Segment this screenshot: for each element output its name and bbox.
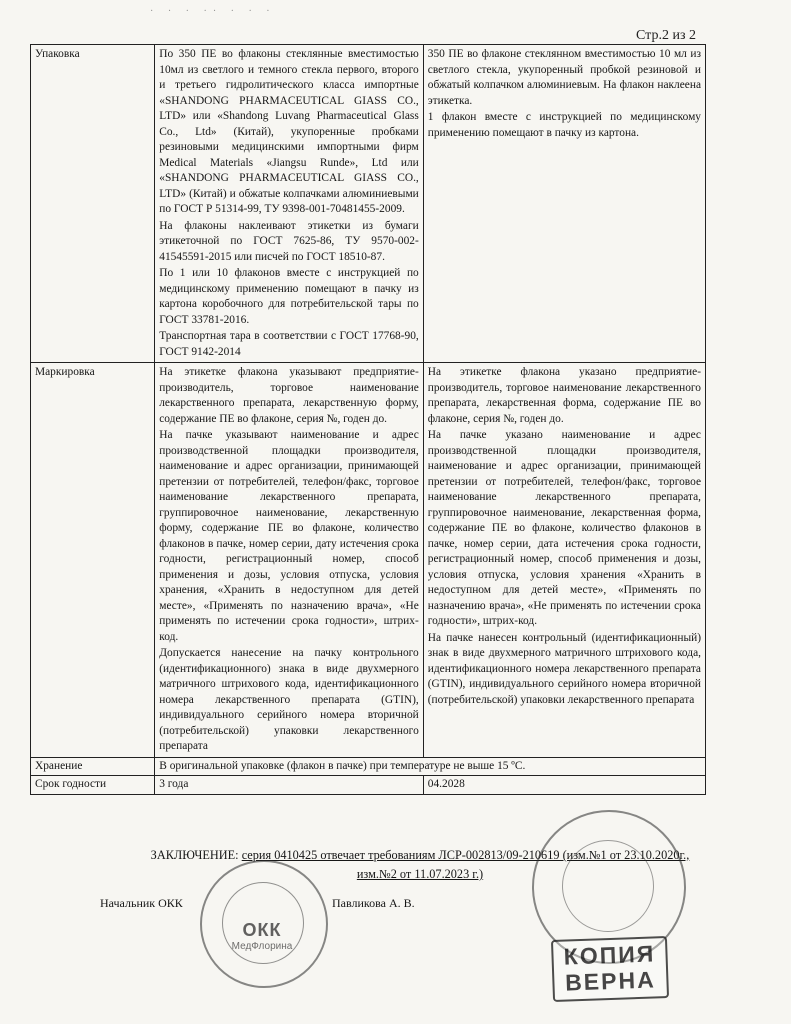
packaging-label: Упаковка bbox=[31, 45, 155, 363]
row-marking bbox=[31, 363, 706, 758]
row-shelf-life bbox=[31, 776, 706, 795]
okk-stamp-sublabel: МедФлорина bbox=[231, 941, 293, 952]
marking-fact bbox=[423, 363, 705, 758]
copy-stamp-line2: ВЕРНА bbox=[564, 966, 657, 996]
storage-label: Хранение bbox=[31, 757, 155, 776]
marking-fact-p2: На пачке указано наименование и адрес производственной площадки производителя, наименование и адрес организации, принимающей претензии от потребителей, телефон/факс, торговое наименование лекарственного препарата, группировочное наименование, лекарственная форма, содержание ПЕ во флаконе, количество флаконов в пачке, номер серии, дата истечения срока годности, регистрационный номер, способ применения и дозы, условия отпуска, условия хранения «Хранить в недоступном для детей месте», «Применять по назначению врача», «Не применять по истечении срока годности», штрих-код. bbox=[427, 429, 701, 627]
marking-spec-p3: Допускается нанесение на пачку контрольного (идентификационного) знака в виде двухмерного матричного штрихового кода, идентификационного номера лекарственного препарата (GTIN), индивидуального серийного номера вторичной (потребительской) упаковки лекарственного препарата bbox=[159, 647, 419, 752]
storage-value: В оригинальной упаковке (флакон в пачке) при температуре не выше 15 ºС. bbox=[155, 757, 706, 776]
scan-specks: · · · ·· · · · bbox=[150, 6, 276, 17]
row-storage bbox=[31, 757, 706, 776]
signature-title: Начальник ОКК bbox=[100, 896, 183, 910]
copy-certified-stamp bbox=[551, 936, 669, 1002]
spec-table bbox=[30, 44, 706, 795]
packaging-fact-p1: 350 ПЕ во флаконе стеклянном вместимостью 10 мл из светлого стекла, укупоренный пробкой резиновой и обжатый колпачком алюминиевым. На флакон наклеена этикетка. bbox=[427, 48, 701, 107]
packaging-spec bbox=[155, 45, 424, 363]
packaging-fact-p2: 1 флакон вместе с инструкцией по медицинскому применению помещают в пачку из картона. bbox=[427, 111, 701, 139]
row-packaging bbox=[31, 45, 706, 363]
conclusion-prefix: ЗАКЛЮЧЕНИЕ: bbox=[150, 848, 242, 862]
organization-seal-inner-ring bbox=[562, 840, 654, 932]
marking-label: Маркировка bbox=[31, 363, 155, 758]
page-number: Стр.2 из 2 bbox=[636, 28, 696, 43]
okk-stamp-label: ОКК bbox=[242, 920, 282, 940]
shelf-life-fact: 04.2028 bbox=[423, 776, 705, 795]
packaging-spec-p3: По 1 или 10 флаконов вместе с инструкцией по медицинскому применению помещают в пачку из картона коробочного для потребительской тары по ГОСТ 33781-2016. bbox=[159, 267, 419, 326]
packaging-spec-p2: На флаконы наклеивают этикетки из бумаги этикеточной по ГОСТ 7625-86, ТУ 9570-002-41545591-2015 или писчей по ГОСТ 18510-87. bbox=[159, 219, 419, 263]
packaging-spec-p1: По 350 ПЕ во флаконы стеклянные вместимостью 10мл из светлого и темного стекла первого, второго и третьего гидролитического класса импортные «SHANDONG PHARMACEUTICAL GIASS CO., LTD» или «Shandong Luvang Pharmaceutical Glass Co., Ltd» (Китай), укупоренные пробками резиновыми медицинскими импортными фирм Medical Materials «Jiangsu Runde», Ltd или «SHANDONG PHARMACEUTICAL GIASS CO., LTD» (Китай) и обжатые колпачками алюминиевыми по ГОСТ Р 51314-99, ТУ 9398-001-70481455-2009. bbox=[159, 48, 419, 215]
signature-name: Павликова А. В. bbox=[332, 896, 415, 910]
packaging-spec-p4: Транспортная тара в соответствии с ГОСТ 17768-90, ГОСТ 9142-2014 bbox=[159, 330, 419, 358]
conclusion-line1: серия 0410425 отвечает требованиям ЛСР-002813/09-210619 (изм.№1 от 23.10.2020г., bbox=[241, 848, 690, 862]
marking-spec-p2: На пачке указывают наименование и адрес производственной площадки производителя, наименование и адрес организации, принимающей претензии от потребителей, телефон/факс, торговое наименование лекарственного препарата, группировочное наименование, лекарственную форму, содержание ПЕ во флаконе, количество флаконов в пачке, номер серии, дату истечения срока годности, регистрационный номер, способ применения и дозы, условия отпуска, условия хранения, «Хранить в недоступном для детей месте», «Применять по назначению врача», «Не применять по истечении срока годности», штрих-код. bbox=[159, 429, 419, 643]
shelf-life-spec: 3 года bbox=[155, 776, 424, 795]
marking-fact-p3: На пачке нанесен контрольный (идентификационный) знак в виде двухмерного матричного штрихового кода, идентификационного номера лекарственного препарата (GTIN), индивидуального серийного номера вторичной (потребительской) упаковки лекарственного препарата bbox=[427, 631, 701, 706]
copy-stamp-line1: КОПИЯ bbox=[563, 940, 656, 970]
packaging-fact bbox=[423, 45, 705, 363]
marking-fact-p1: На этикетке флакона указано предприятие-производитель, торговое наименование лекарственного препарата, лекарственная форма, содержание ПЕ во флаконе, серия №, годен до. bbox=[427, 366, 701, 425]
conclusion-line2: изм.№2 от 11.07.2023 г.) bbox=[356, 867, 484, 881]
marking-spec-p1: На этикетке флакона указывают предприятие-производитель, торговое наименование лекарственного препарата, лекарственную форму, содержание ПЕ во флаконе, серия №, годен до. bbox=[159, 366, 419, 425]
shelf-life-label: Срок годности bbox=[31, 776, 155, 795]
marking-spec bbox=[155, 363, 424, 758]
